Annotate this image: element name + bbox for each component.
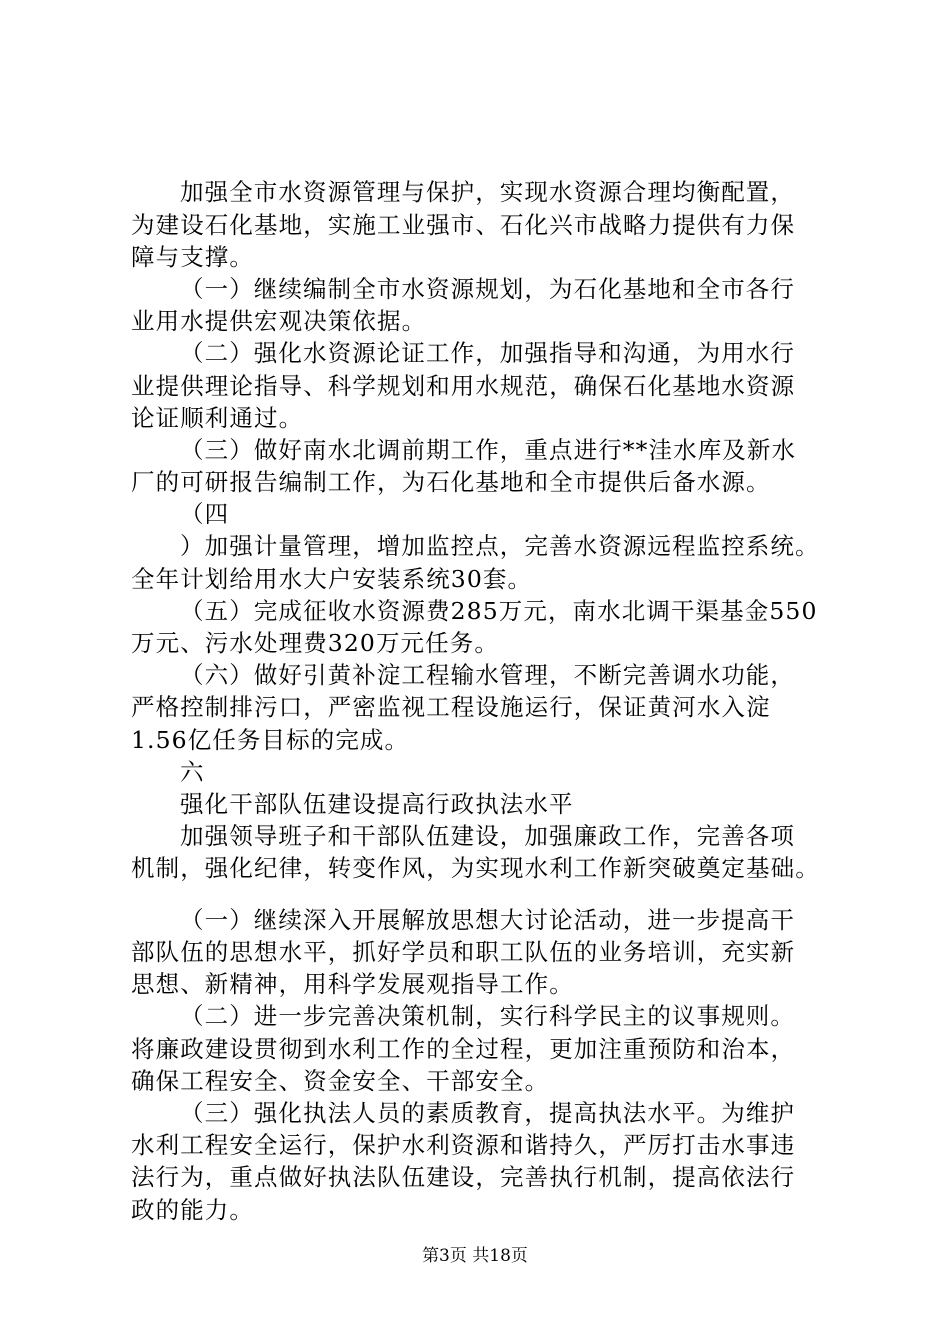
text-line: 论证顺利通过。 [131,404,304,432]
text-line: （一）继续编制全市水资源规划，为石化基地和全市各行 [180,275,795,303]
text-line: 法行为，重点做好执法队伍建设，完善执行机制，提高依法行 [131,1163,796,1191]
text-line: （四 [180,500,230,528]
page-number-footer: 第3页 共18页 [422,1246,528,1266]
text-line: 政的能力。 [131,1196,254,1224]
text-line: 业提供理论指导、科学规划和用水规范，确保石化基地水资源 [131,372,796,400]
text-line: 将廉政建设贯彻到水利工作的全过程，更加注重预防和治本， [131,1035,796,1063]
text-line: （六）做好引黄补淀工程输水管理，不断完善调水功能， [180,661,795,689]
text-line: 为建设石化基地，实施工业强市、石化兴市战略力提供有力保 [131,211,796,239]
text-line: 确保工程安全、资金安全、干部安全。 [131,1067,550,1095]
section-number: 六 [180,758,205,786]
text-line: （三）做好南水北调前期工作，重点进行**洼水库及新水 [180,436,797,464]
text-line: ）加强计量管理，增加监控点，完善水资源远程监控系统。 [180,532,820,560]
text-line: （一）继续深入开展解放思想大讨论活动，进一步提高干 [180,906,795,934]
text-line: 部队伍的思想水平，抓好学员和职工队伍的业务培训，充实新 [131,938,796,966]
text-line: （二）强化水资源论证工作，加强指导和沟通，为用水行 [180,339,795,367]
text-line: 水利工程安全运行，保护水利资源和谐持久，严厉打击水事违 [131,1131,796,1159]
text-line: 业用水提供宏观决策依据。 [131,307,427,335]
text-line: 机制，强化纪律，转变作风，为实现水利工作新突破奠定基础。 [131,854,820,882]
text-line: 加强全市水资源管理与保护，实现水资源合理均衡配置， [180,178,795,206]
text-line: 思想、新精神，用科学发展观指导工作。 [131,970,574,998]
text-line: 严格控制排污口，严密监视工程设施运行，保证黄河水入淀 [131,693,771,721]
text-line: 万元、污水处理费320万元任务。 [131,629,499,657]
text-line: （五）完成征收水资源费285万元，南水北调干渠基金550 [180,597,818,625]
text-line: （三）强化执法人员的素质教育，提高执法水平。为维护 [180,1099,795,1127]
text-line: （二）进一步完善决策机制，实行科学民主的议事规则。 [180,1002,795,1030]
text-line: 障与支撑。 [131,243,254,271]
text-line: 1.56亿任务目标的完成。 [131,726,410,754]
text-line: 加强领导班子和干部队伍建设，加强廉政工作，完善各项 [180,822,795,850]
text-line: 厂的可研报告编制工作，为石化基地和全市提供后备水源。 [131,468,771,496]
section-heading: 强化干部队伍建设提高行政执法水平 [180,790,574,818]
text-line: 全年计划给用水大户安装系统30套。 [131,565,533,593]
